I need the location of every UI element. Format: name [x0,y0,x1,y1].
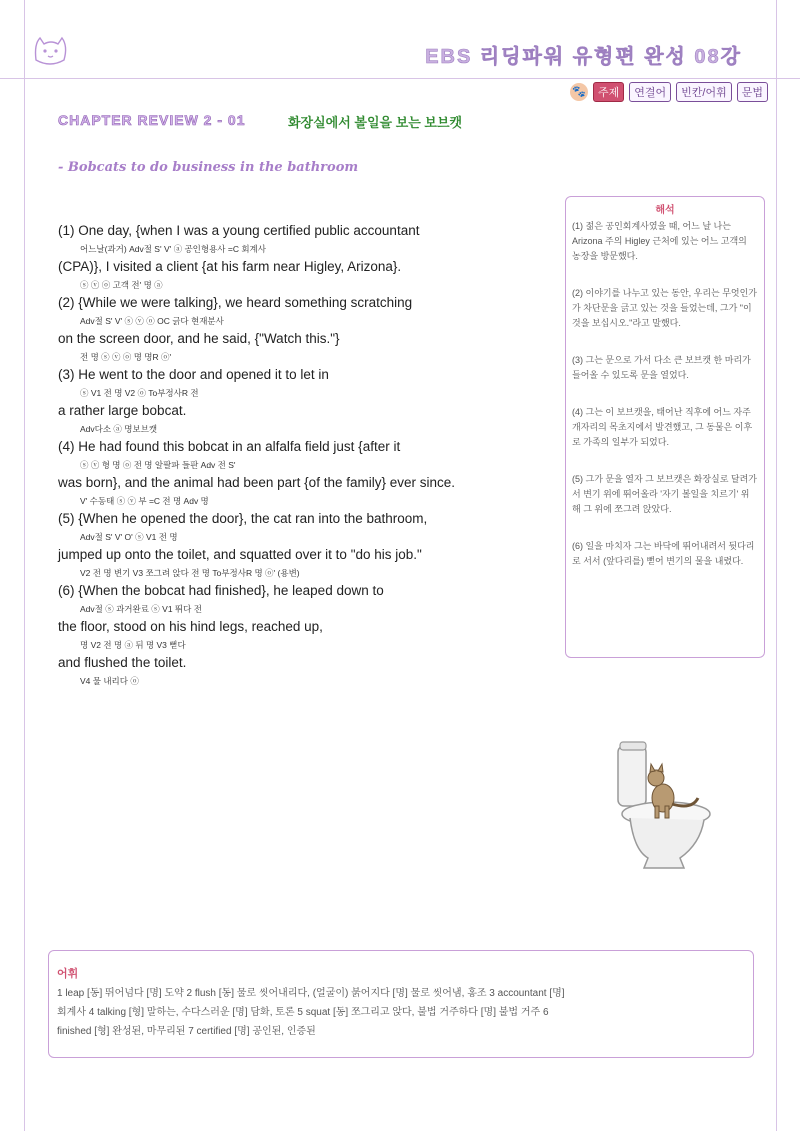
passage-line: jumped up onto the toilet, and squatted over it to "do his job." [58,547,422,562]
grammar-annotation: V' 수동태 ⓢ ⓥ 부 =C 전 명 Adv 명 [80,496,209,506]
translation-item: (4) 그는 이 보브캣을, 태어난 직후에 어느 자주개자리의 목초지에서 발견했고, 그 동물은 이후로 가족의 일부가 되었다. [572,407,753,447]
grammar-annotation: Adv다소 ⓐ 명보브캣 [80,424,158,434]
passage-line: (1) One day, {when I was a young certified public accountant [58,223,420,238]
vocabulary-line: finished [형] 완성된, 마무리된 7 certified [명] 공인된, 인증된 [57,1026,316,1037]
tab-grammar[interactable]: 문법 [737,82,768,102]
page-header-title: EBS 리딩파워 유형편 완성 08강 [425,46,742,68]
grammar-annotation: ⓢ ⓥ 형 명 ⓞ 전 명 알팔파 들판 Adv 전 S' [80,460,236,470]
passage-line: was born}, and the animal had been part {of the family} ever since. [58,475,455,490]
header-divider [0,78,800,79]
translation-item: (6) 일을 마치자 그는 바닥에 뛰어내려서 뒷다리로 서서 (앞다리를) 뻗어 변기의 물을 내렸다. [572,541,755,566]
vocabulary-line: 회계사 4 talking [형] 말하는, 수다스러운 [명] 담화, 토론 5 squat [동] 쪼그리고 앉다, 불법 거주하다 [명] 불법 거주 6 [57,1007,549,1018]
grammar-annotation: V4 물 내리다 ⓞ [80,676,139,686]
translation-item: (3) 그는 문으로 가서 다소 큰 보브캣 한 마리가 들어올 수 있도록 문을 열었다. [572,355,751,380]
passage-line: a rather large bobcat. [58,403,187,418]
vocabulary-line: 1 leap [동] 뛰어넘다 [명] 도약 2 flush [동] 물로 씻어내리다, (얼굴이) 붉어지다 [명] 물로 씻어냄, 홍조 3 accountant [명] [57,988,565,999]
grammar-annotation: 어느날(과거) Adv절 S' V' ⓐ 공인형용사 =C 회계사 [80,244,266,254]
grammar-annotation: 명 V2 전 명 ⓐ 뒤 명 V3 뻗다 [80,640,186,650]
translation-item: (5) 그가 문을 열자 그 보브캣은 화장실로 달려가서 변기 위에 뛰어올라 '자기 볼일을 치르기' 위해 그 위에 쪼그려 앉았다. [572,474,757,514]
passage-line: (5) {When he opened the door}, the cat ran into the bathroom, [58,511,428,526]
passage-line: (2) {While we were talking}, we heard something scratching [58,295,413,310]
annotated-passage [58,222,548,690]
grammar-annotation: Adv절 S' V' O' ⓢ V1 전 명 [80,532,178,542]
grammar-annotation: Adv절 ⓢ 과거완료 ⓢ V1 뛰다 전 [80,604,202,614]
grammar-annotation: ⓢ V1 전 명 V2 ⓞ To부정사R 전 [80,388,199,398]
grammar-annotation: ⓢ ⓥ ⓞ 고객 전' 명 ⓐ [80,280,163,290]
vocabulary-title: 어휘 [57,968,79,980]
grammar-annotation: Adv절 S' V' ⓢ ⓥ ⓞ OC 긁다 현재분사 [80,316,224,326]
translation-item: (1) 젊은 공인회계사였을 때, 어느 날 나는 Arizona 주의 Higley 근처에 있는 어느 고객의 농장을 방문했다. [572,221,747,261]
tab-topic[interactable]: 주제 [593,82,624,102]
cat-logo-icon [30,30,72,70]
chapter-label: CHAPTER REVIEW 2 - 01 [58,112,246,128]
passage-line: (3) He went to the door and opened it to let in [58,367,329,382]
tab-blank-vocab[interactable]: 빈칸/어휘 [676,82,732,102]
passage-line: (CPA)}, I visited a client {at his farm near Higley, Arizona}. [58,259,402,274]
passage-line: the floor, stood on his hind legs, reached up, [58,619,323,634]
grammar-annotation: V2 전 명 변기 V3 쪼그려 앉다 전 명 To부정사R 명 ⓞ' (용변) [80,568,300,578]
passage-line: (4) He had found this bobcat in an alfalfa field just {after it [58,439,401,454]
tab-connector[interactable]: 연결어 [629,82,671,102]
passage-line: (6) {When the bobcat had finished}, he leaped down to [58,583,384,598]
vocabulary-box [48,950,754,1058]
grammar-annotation: 전 명 ⓢ ⓥ ⓞ 명 명R ⓞ' [80,352,172,362]
translation-box [565,196,765,658]
right-margin-line [776,0,777,1131]
left-margin-line [24,0,25,1131]
chapter-korean-title: 화장실에서 볼일을 보는 보브캣 [288,115,463,130]
translation-item: (2) 이야기를 나누고 있는 동안, 우리는 무엇인가가 차단문을 긁고 있는 것을 들었는데, 그가 "이것을 보십시오."라고 말했다. [572,288,757,328]
section-tabs [570,82,768,102]
passage-line: and flushed the toilet. [58,655,187,670]
translation-title: 해석 [655,205,675,216]
toilet-cat-illustration [608,740,718,870]
passage-subtitle: - Bobcats to do business in the bathroom [58,160,359,175]
passage-line: on the screen door, and he said, {"Watch this."} [58,331,340,346]
paw-icon: 🐾 [570,83,588,101]
